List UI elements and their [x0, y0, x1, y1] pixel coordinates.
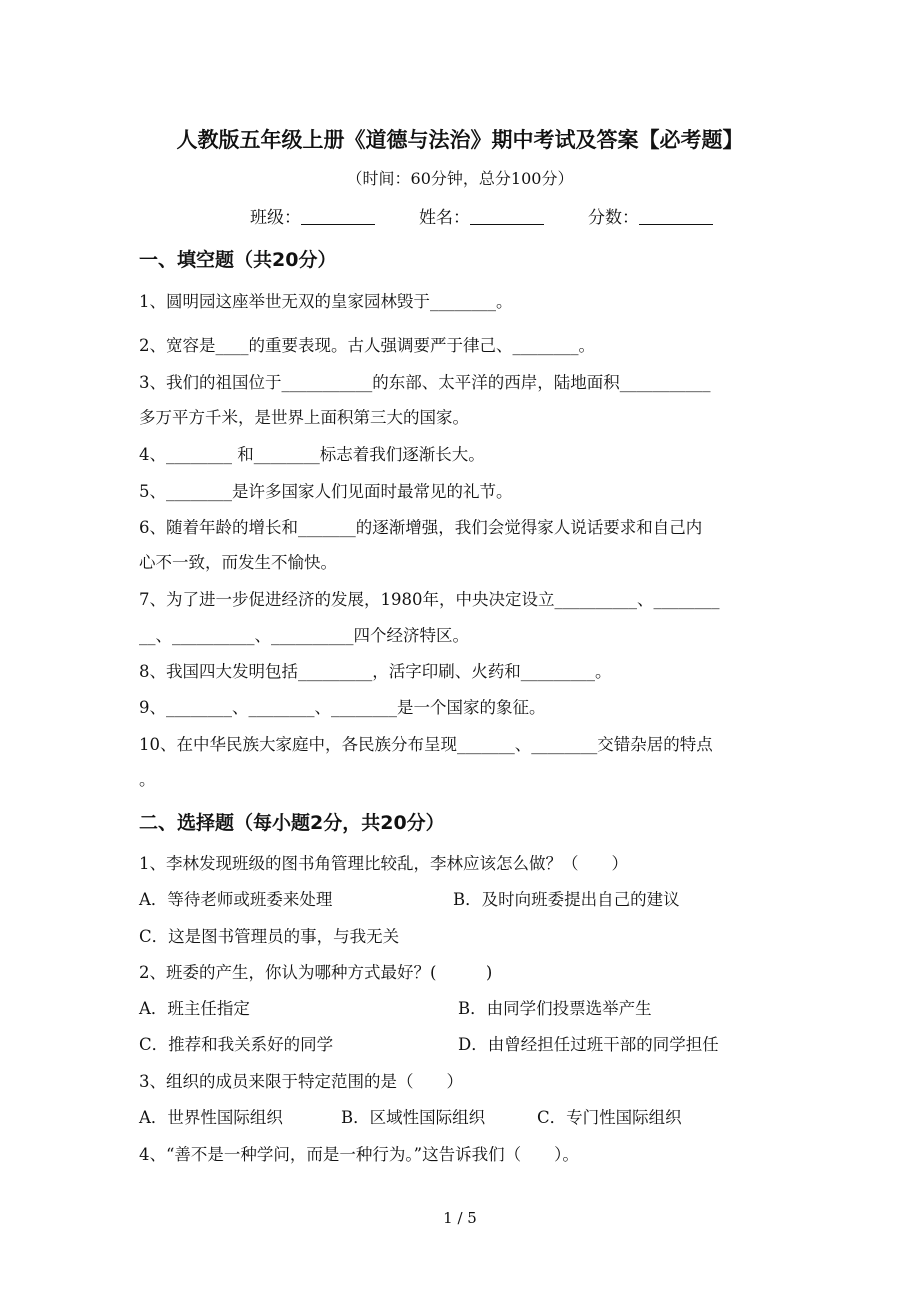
document-title: 人教版五年级上册《道德与法治》期中考试及答案【必考题】 [176, 128, 744, 152]
question-line-continued: 多万平方千米，是世界上面积第三大的国家。 [139, 408, 469, 427]
class-blank[interactable] [301, 208, 375, 225]
page-number: 1 / 5 [443, 1209, 477, 1227]
choice-option-c[interactable]: C．推荐和我关系好的同学 [139, 1035, 334, 1054]
score-label: 分数： [588, 208, 639, 228]
question-line: 8、我国四大发明包括_________，活字印刷、火药和_________。 [139, 662, 612, 681]
question-line: 4、“善不是一种学问，而是一种行为。”这告诉我们（ ）。 [139, 1145, 579, 1164]
time-score-note: （时间：60分钟，总分100分） [346, 169, 574, 188]
question-line: 3、我们的祖国位于___________的东部、太平洋的西岸，陆地面积___________ [139, 373, 711, 392]
question-line: 2、宽容是____的重要表现。古人强调要严于律己、________。 [139, 336, 595, 355]
choice-option-a[interactable]: A．世界性国际组织 [139, 1108, 283, 1127]
question-line-continued: __、__________、__________四个经济特区。 [139, 626, 469, 645]
question-line-continued: 。 [139, 770, 156, 789]
name-label: 姓名： [419, 208, 470, 228]
question-line: 1、圆明园这座举世无双的皇家园林毁于________。 [139, 292, 513, 311]
choice-option-a[interactable]: A．班主任指定 [139, 999, 250, 1018]
score-blank[interactable] [639, 208, 713, 225]
section-heading-multiple-choice: 二、选择题（每小题2分，共20分） [139, 812, 445, 834]
question-line-continued: 心不一致，而发生不愉快。 [139, 553, 337, 572]
class-label: 班级： [250, 208, 301, 228]
choice-option-c[interactable]: C．专门性国际组织 [537, 1108, 682, 1127]
name-blank[interactable] [470, 208, 544, 225]
choice-option-b[interactable]: B．及时向班委提出自己的建议 [453, 890, 680, 909]
choice-option-b[interactable]: B．区域性国际组织 [341, 1108, 486, 1127]
question-line: 5、________是许多国家人们见面时最常见的礼节。 [139, 482, 513, 501]
class-field[interactable] [250, 203, 375, 228]
choice-option-a[interactable]: A．等待老师或班委来处理 [139, 890, 333, 909]
name-field[interactable] [419, 203, 544, 228]
student-info-fields [250, 203, 757, 228]
question-line: 7、为了进一步促进经济的发展，1980年，中央决定设立__________、________ [139, 590, 720, 609]
choice-option-d[interactable]: D．由曾经担任过班干部的同学担任 [458, 1035, 719, 1054]
question-line: 2、班委的产生，你认为哪种方式最好？( ) [139, 963, 493, 982]
section-heading-fill-blank: 一、填空题（共20分） [139, 249, 337, 271]
choice-option-b[interactable]: B．由同学们投票选举产生 [458, 999, 652, 1018]
question-line: 9、________、________、________是一个国家的象征。 [139, 698, 546, 717]
question-line: 4、________ 和________标志着我们逐渐长大。 [139, 445, 485, 464]
question-line: 1、李林发现班级的图书角管理比较乱，李林应该怎么做？（ ） [139, 854, 628, 873]
question-line: 10、在中华民族大家庭中，各民族分布呈现_______、________交错杂居的特点 [139, 735, 713, 754]
question-line: 6、随着年龄的增长和_______的逐渐增强，我们会觉得家人说话要求和自己内 [139, 518, 703, 537]
choice-option-c[interactable]: C．这是图书管理员的事，与我无关 [139, 927, 400, 946]
score-field[interactable] [588, 203, 713, 228]
question-line: 3、组织的成员来限于特定范围的是（ ） [139, 1072, 463, 1091]
